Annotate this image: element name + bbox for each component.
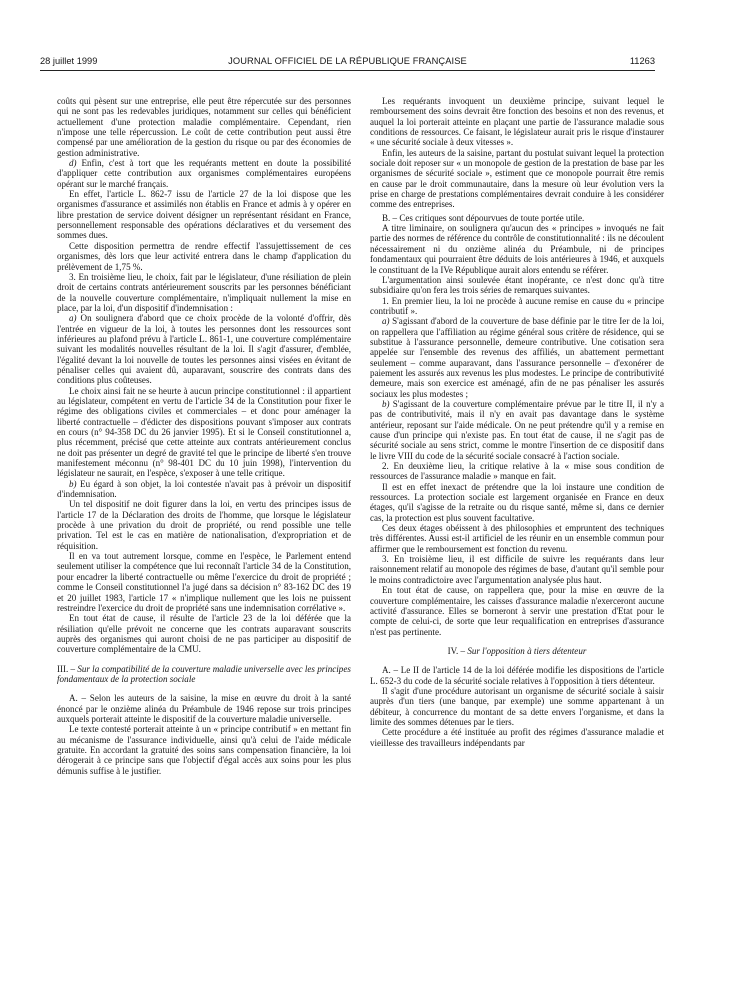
header-page-number: 11263 bbox=[629, 56, 655, 66]
paragraph-lead: b) bbox=[69, 478, 77, 489]
paragraph bbox=[370, 148, 664, 210]
paragraph-text: En tout état de cause, il résulte de l'article 23 de la loi déférée que la résiliation qu'elle prévoit ne concerne que les contrats auparavant souscrits auprès des organismes qui auront choisi de ne pas participer au dispositif de couverture complémentaire de la CMU. bbox=[57, 613, 351, 655]
paragraph-text: S'agissant d'abord de la couverture de base définie par le titre Ier de la loi, on rappellera que l'affiliation au régime général sous critère de résidence, qui se substitue à l'assurance personnelle, demeure contributive. Une cotisation sera appelée sur l'ensemble des revenus des affiliés, un abattement permettant seulement – comme auparavant, dans l'assurance personnelle – d'exonérer de paiement les assurés aux revenus les plus modestes. Le principe de contributivité demeure, mais son exercice est aménagé, afin de ne pas pénaliser les assurés sociaux les plus modestes ; bbox=[370, 316, 664, 399]
paragraph-text: 3. En troisième lieu, le choix, fait par le législateur, d'une résiliation de plein droit de certains contrats antérieurement souscrits par les personnes bénéficiant de la nouvelle couverture complémentaire, n'impliquait nullement la mise en place, par la loi, d'un dispositif d'indemnisation : bbox=[57, 271, 351, 313]
left-column bbox=[57, 96, 351, 776]
paragraph-text: On soulignera d'abord que ce choix procède de la volonté d'offrir, dès l'entrée en vigueur de la loi, à toutes les personnes dont les ressources sont inférieures au plafond prévu à l'article L. 861-1, une couverture complémentaire suivant les modalités nouvelles résultant de la loi. Il s'agit d'assurer, d'emblée, l'égalité devant la loi nouvelle de toutes les personnes ainsi visées en évitant de pénaliser celles qui avaient dû, auparavant, souscrire des contrats dans des conditions plus coûteuses. bbox=[57, 313, 351, 386]
paragraph-text: Eu égard à son objet, la loi contestée n'avait pas à prévoir un dispositif d'indemnisation. bbox=[57, 478, 351, 500]
section-heading bbox=[370, 646, 664, 656]
paragraph-text: coûts qui pèsent sur une entreprise, elle peut être répercutée sur des personnes qui ne sont pas les redevables juridiques, notamment sur celles qui bénéficient actuellement d'une protection maladie complémentaire. Cependant, rien n'impose une telle répercussion. Le coût de cette contribution peut aussi être compensé par une amélioration de la gestion du risque ou par des économies de gestion administrative. bbox=[57, 96, 351, 158]
right-column bbox=[370, 96, 664, 748]
paragraph-text: En effet, l'article L. 862-7 issu de l'article 27 de la loi dispose que les organismes d'assurance et assimilés non établis en France et admis à y opérer en libre prestation de service doivent désigner un représentant résidant en France, personnellement responsable des opérations déclaratives et du versement des sommes dues. bbox=[57, 189, 351, 241]
paragraph-text: A. – Selon les auteurs de la saisine, la mise en œuvre du droit à la santé énoncé par le onzième alinéa du Préambule de 1946 repose sur trois principes auxquels porterait atteinte le dispositif de la couverture maladie universelle. bbox=[57, 693, 351, 724]
section-number: III. – bbox=[57, 663, 76, 674]
paragraph bbox=[57, 158, 351, 189]
paragraph bbox=[370, 461, 664, 482]
paragraph bbox=[57, 724, 351, 776]
paragraph bbox=[57, 386, 351, 479]
paragraph-text: Le choix ainsi fait ne se heurte à aucun principe constitutionnel : il appartient au législateur, compétent en vertu de l'article 34 de la Constitution pour fixer le régime des obligations civiles et commerciales – et donc pour aménager la liberté contractuelle – d'édicter des dispositions pouvant s'imposer aux contrats en cours (n° 94-358 DC du 26 janvier 1995). Et si le Conseil constitutionnel a, plus récemment, précisé que cette atteinte aux contrats antérieurement conclus ne doit pas présenter un degré de gravité tel que le principe de liberté s'en trouve manifestement méconnu (n° 98-401 DC du 10 juin 1998), l'intervention du législateur ne saurait, en l'espèce, s'exposer à une telle critique. bbox=[57, 385, 351, 479]
paragraph bbox=[57, 499, 351, 551]
paragraph-text: S'agissant de la couverture complémentaire prévue par le titre II, il n'y a pas de contributivité, mais il n'y en avait pas davantage dans le système antérieur, reposant sur l'aide médicale. On ne peut prétendre qu'il y a remise en cause d'un principe qui n'existe pas. En tout état de cause, il ne s'agit pas de sécurité sociale au sens strict, comme le montre l'insertion de ce dispositif dans le livre VIII du code de la sécurité sociale consacré à l'action sociale. bbox=[370, 398, 664, 461]
paragraph-text: 3. En troisième lieu, il est difficile de suivre les requérants dans leur raisonnement relatif au monopole des régimes de base, d'autant qu'il semble pour le moins contradictoire avec l'argumentation analysée plus haut. bbox=[370, 554, 664, 585]
paragraph bbox=[57, 189, 351, 241]
paragraph-text: Cette disposition permettra de rendre effectif l'assujettissement de ces organismes, dès lors que leur activité entrera dans le champ d'application du prélèvement de 1,75 %. bbox=[57, 240, 351, 272]
paragraph bbox=[57, 551, 351, 613]
paragraph bbox=[370, 399, 664, 461]
paragraph-text: Un tel dispositif ne doit figurer dans la loi, en vertu des principes issus de l'article 17 de la Déclaration des droits de l'homme, que lorsque le législateur procède à une privation du droit de propriété, ou rend possible une telle privation. Tel est le cas en matière de nationalisation, d'expropriation et de réquisition. bbox=[57, 499, 351, 551]
paragraph-text: Il en va tout autrement lorsque, comme en l'espèce, le Parlement entend seulement utiliser la compétence que lui reconnaît l'article 34 de la Constitution, pour encadrer la liberté contractuelle ou même l'exercice du droit de propriété ; comme le Conseil constitutionnel l'a jugé dans sa décision n° 83-162 DC des 19 et 20 juillet 1983, l'article 17 « n'implique nullement que les lois ne puissent restreindre l'exercice du droit de propriété sans une indemnisation corrélative ». bbox=[57, 551, 351, 613]
paragraph bbox=[370, 223, 664, 275]
paragraph-lead: a) bbox=[69, 313, 77, 324]
paragraph bbox=[57, 96, 351, 158]
paragraph-lead: a) bbox=[382, 316, 390, 327]
paragraph bbox=[370, 96, 664, 148]
paragraph-text: A titre liminaire, on soulignera qu'aucun des « principes » invoqués ne fait partie des normes de référence du contrôle de constitutionnalité : ils ne découlent nécessairement ni du onzième alinéa du Préambule, ni de principes fondamentaux qui pourraient être déduits de lois antérieures à 1946, et auxquels le constituant de la IVe République aurait alors entendu se référer. bbox=[370, 223, 664, 275]
paragraph-text: En tout état de cause, on rappellera que, pour la mise en œuvre de la couverture complémentaire, les caisses d'assurance maladie n'exerceront aucune activité d'assurance. Elles se borneront à servir une prestation d'Etat pour le compte de celui-ci, de sorte que leur requalification en entreprises d'assurance n'est pas pertinente. bbox=[370, 585, 664, 637]
paragraph-text: Le texte contesté porterait atteinte à un « principe contributif » en mettant fin au mécanisme de l'assurance individuelle, ainsi qu'à celui de l'aide médicale gratuite. En accordant la gratuité des soins sans compensation financière, la loi dérogerait à ce principe sans que l'objectif d'égal accès aux soins pour les plus démunis suffise à le justifier. bbox=[57, 724, 351, 776]
paragraph-text: Enfin, c'est à tort que les requérants mettent en doute la possibilité d'appliquer cette contribution aux organismes complémentaires européens opérant sur le marché français. bbox=[57, 158, 351, 189]
section-heading bbox=[57, 664, 351, 685]
paragraph-text: Il est en effet inexact de prétendre que la loi instaure une condition de ressources. La protection sociale est largement organisée en France en deux étages, qu'il s'agisse de la retraite ou du risque santé, même si, dans ce dernier cas, la protection est plus souvent facultative. bbox=[370, 481, 664, 523]
paragraph-text: L'argumentation ainsi soulevée étant inopérante, ce n'est donc qu'à titre subsidiaire qu'on fera les trois séries de remarques suivantes. bbox=[370, 274, 664, 296]
paragraph-lead: d) bbox=[69, 158, 77, 169]
header-date: 28 juillet 1999 bbox=[40, 56, 98, 66]
paragraph-text: B. – Ces critiques sont dépourvues de toute portée utile. bbox=[382, 212, 585, 223]
paragraph-text: A. – Le II de l'article 14 de la loi déférée modifie les dispositions de l'article L. 652-3 du code de la sécurité sociale relatives à l'opposition à tiers détenteur. bbox=[370, 665, 664, 686]
paragraph bbox=[57, 272, 351, 313]
paragraph-text: Les requérants invoquent un deuxième principe, suivant lequel le remboursement des soins devrait être fonction des besoins et non des revenus, et auquel la loi porterait atteinte en plaçant une partie de l'assurance maladie sous conditions de ressources. Ce faisant, le législateur aurait pris le risque d'instaurer « une sécurité sociale à deux vitesses ». bbox=[370, 96, 664, 148]
paragraph bbox=[370, 727, 664, 748]
paragraph bbox=[57, 241, 351, 272]
paragraph-text: Il s'agit d'une procédure autorisant un organisme de sécurité sociale à saisir auprès d'un tiers (une banque, par exemple) une somme appartenant à un débiteur, à concurrence du montant de sa dette envers l'organisme, et dans la limite des sommes détenues par le tiers. bbox=[370, 685, 664, 727]
header-title: JOURNAL OFFICIEL DE LA RÉPUBLIQUE FRANÇAISE bbox=[228, 56, 467, 66]
paragraph bbox=[370, 523, 664, 554]
paragraph bbox=[57, 313, 351, 385]
paragraph bbox=[370, 665, 664, 686]
paragraph bbox=[370, 686, 664, 727]
paragraph bbox=[370, 482, 664, 523]
paragraph bbox=[57, 479, 351, 500]
paragraph bbox=[370, 585, 664, 637]
section-number: IV. – bbox=[447, 645, 466, 656]
paragraph-text: Cette procédure a été instituée au profit des régimes d'assurance maladie et vieillesse des travailleurs indépendants par bbox=[370, 727, 664, 748]
paragraph bbox=[57, 693, 351, 724]
paragraph-lead: b) bbox=[382, 398, 390, 409]
paragraph-text: 2. En deuxième lieu, la critique relative à la « mise sous condition de ressources de l'assurance maladie » manque en fait. bbox=[370, 461, 664, 482]
paragraph-text: 1. En premier lieu, la loi ne procède à aucune remise en cause du « principe contributif ». bbox=[370, 295, 664, 316]
section-title: Sur la compatibilité de la couverture maladie universelle avec les principes fondamentaux de la protection sociale bbox=[57, 663, 351, 684]
paragraph bbox=[57, 613, 351, 654]
paragraph-text: Enfin, les auteurs de la saisine, partant du postulat suivant lequel la protection sociale doit reposer sur « un monopole de gestion de la prestation de base par les organismes de sécurité sociale », estiment que ce monopole pourrait être remis en cause par le droit communautaire, dans la mesure où leur évolution vers la prise en charge de prestations complémentaires devrait conduire à les considérer comme des entreprises. bbox=[370, 147, 664, 210]
paragraph-text: Ces deux étages obéissent à des philosophies et empruntent des techniques très différentes. Aussi est-il artificiel de les réunir en un ensemble commun pour affirmer que le remboursement est fonction du revenu. bbox=[370, 523, 664, 554]
section-title: Sur l'opposition à tiers détenteur bbox=[465, 645, 587, 656]
paragraph bbox=[370, 296, 664, 317]
page-header bbox=[40, 56, 655, 71]
paragraph bbox=[370, 554, 664, 585]
paragraph bbox=[370, 275, 664, 296]
paragraph bbox=[370, 213, 664, 223]
paragraph bbox=[370, 316, 664, 399]
